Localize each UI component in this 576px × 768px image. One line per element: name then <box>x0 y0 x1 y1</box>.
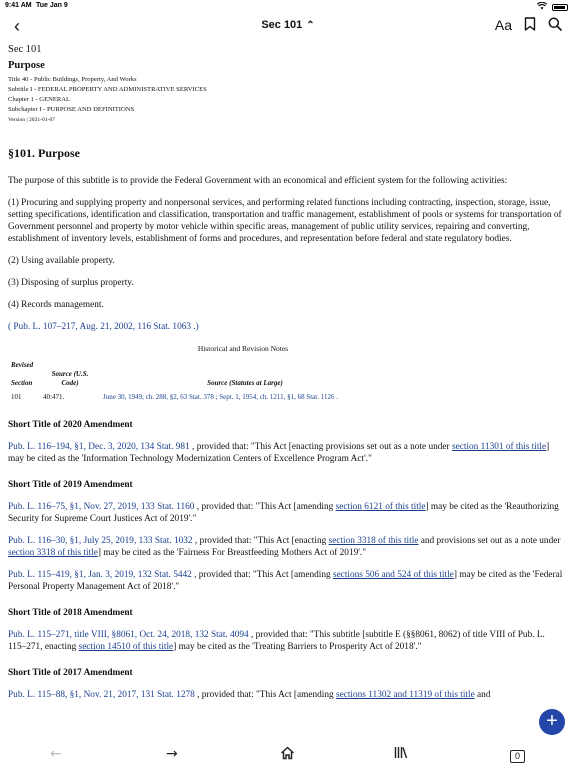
source-link[interactable]: Pub. L. 107–217, Aug. 21, 2002, 116 Stat. 1063 <box>13 322 192 332</box>
heading-2019: Short Title of 2019 Amendment <box>8 480 133 490</box>
tabs-count: 0 <box>510 750 525 763</box>
cell-code: 40:471. <box>43 393 65 401</box>
cell-stat <box>100 390 390 405</box>
meta-chapter: Chapter 1 - GENERAL <box>8 96 71 103</box>
meta-title: Title 40 - Public Buildings, Property, And Works <box>8 76 137 83</box>
text-size-icon[interactable]: Aa <box>494 17 512 33</box>
add-button[interactable]: + <box>539 709 565 735</box>
pub-link-2017[interactable]: Pub. L. 115–88, §1, Nov. 21, 2017, 131 Stat. 1278 <box>8 690 195 700</box>
status-bar <box>0 0 576 12</box>
cell-section: 101 <box>11 393 22 401</box>
text: , provided that: "This Act [amending <box>194 502 336 512</box>
text: , provided that: "This Act [amending <box>194 690 336 700</box>
table-row <box>8 390 390 405</box>
battery-icon <box>552 4 568 11</box>
item-2: (2) Using available property. <box>8 256 115 266</box>
text: and provisions set out as a note under <box>418 536 561 546</box>
text: ] may be cited as the 'Fairness For Breastfeeding Mothers Act of 2019'." <box>97 548 367 558</box>
intro-paragraph: The purpose of this subtitle is to provide the Federal Government with an economical and efficient system for the following activities: <box>8 176 508 186</box>
amendment-2019-b <box>8 535 564 559</box>
bottom-toolbar <box>0 742 576 768</box>
amendment-2019-c <box>8 569 564 593</box>
amendment-2019-a <box>8 501 564 525</box>
historical-notes-title: Historical and Revision Notes <box>197 344 289 353</box>
meta-subchapter: Subchapter I - PURPOSE AND DEFINITIONS <box>8 106 135 113</box>
stat-end: . <box>334 393 338 401</box>
pub-link-2019-a[interactable]: Pub. L. 116–75, §1, Nov. 27, 2019, 133 Stat. 1160 <box>8 502 195 512</box>
heading-2018: Short Title of 2018 Amendment <box>8 608 133 618</box>
section-ref-link[interactable]: section 6121 of this title <box>335 502 426 512</box>
section-heading: §101. Purpose <box>8 146 80 160</box>
section-ref-link[interactable]: section 11301 of this title <box>451 442 547 452</box>
source-open: ( <box>8 322 14 332</box>
document-content <box>8 44 564 701</box>
meta-version: Version | 2021-01-07 <box>8 117 56 123</box>
pub-link-2020[interactable]: Pub. L. 116–194, §1, Dec. 3, 2020, 134 Stat. 981 <box>8 442 190 452</box>
historical-notes-table <box>8 359 390 405</box>
section-ref-link[interactable]: sections 506 and 524 of this title <box>332 570 454 580</box>
item-1: (1) Procuring and supplying property and nonpersonal services, and performing related functions including contracting, inspection, storage, issue, setting specifications, identification and classification, transportation and traffic management, establishment of pools or systems for transportation of Government personnel and property by motor vehicle within specific areas, management of public utility services, repairing and converting, establishment of inventory levels, establishment of forms and procedures, and representation before federal and state regulatory bodies. <box>8 198 562 244</box>
pub-link-2019-c[interactable]: Pub. L. 115–419, §1, Jan. 3, 2019, 132 Stat. 5442 <box>8 570 192 580</box>
text: , provided that: "This subtitle [subtitle E (§§8061, 8062) of title VIII of Pub. L. 115–271, enacting <box>8 630 545 652</box>
tabs-button[interactable] <box>510 747 525 763</box>
nav-title[interactable] <box>0 19 576 31</box>
back-chevron-icon[interactable]: ‹ <box>14 16 20 36</box>
status-time: 9:41 AM <box>5 2 32 9</box>
bookmark-icon[interactable] <box>524 17 536 34</box>
status-indicators <box>537 2 568 12</box>
wifi-icon <box>537 2 547 12</box>
text: ] may be cited as the 'Reauthorizing Security for Supreme Court Justices Act of 2019'." <box>8 502 559 524</box>
heading-2020: Short Title of 2020 Amendment <box>8 420 133 430</box>
section-ref-link[interactable]: section 14510 of this title <box>78 642 174 652</box>
stat-link-1954[interactable]: Sept. 1, 1954, ch. 1211, §1, 68 Stat. 1126 <box>219 393 335 401</box>
text: ] may be cited as the 'Treating Barriers to Prosperity Act of 2018'." <box>173 642 422 652</box>
home-icon[interactable] <box>280 746 295 764</box>
section-ref-link[interactable]: section 3318 of this title <box>8 548 98 558</box>
hierarchy-metadata <box>8 75 564 125</box>
header-revised: Revised <box>11 361 34 369</box>
text: ] may be cited as the 'Information Technology Modernization Centers of Excellence Program Act'." <box>8 442 550 464</box>
status-date: Tue Jan 9 <box>36 2 68 9</box>
header-source-stat: Source (Statutes at Large) <box>207 379 283 387</box>
pub-link-2018[interactable]: Pub. L. 115–271, title VIII, §8061, Oct. 24, 2018, 132 Stat. 4094 <box>8 630 249 640</box>
heading-2017: Short Title of 2017 Amendment <box>8 668 133 678</box>
text: ] may be cited as the 'Federal Personal Property Management Act of 2018'." <box>8 570 563 592</box>
document-heading: Purpose <box>8 60 45 71</box>
source-credit <box>8 321 564 333</box>
stat-link-1949[interactable]: June 30, 1949, ch. 288, §2, 63 Stat. 378 <box>103 393 214 401</box>
amendment-2020 <box>8 441 564 465</box>
section-ref-link[interactable]: sections 11302 and 11319 of this title <box>335 690 475 700</box>
text: , provided that: "This Act [amending <box>191 570 333 580</box>
stat-sep: ; <box>213 393 220 401</box>
header-section: Section <box>11 379 33 387</box>
library-icon[interactable] <box>394 746 408 763</box>
section-label: Sec 101 <box>8 44 42 55</box>
header-source-code: Source (U.S. Code) <box>51 370 89 387</box>
search-icon[interactable] <box>548 17 562 34</box>
amendment-2017 <box>8 689 564 701</box>
forward-arrow-icon[interactable]: → <box>166 746 178 762</box>
text: , provided that: "This Act [enacting <box>192 536 329 546</box>
meta-subtitle: Subtitle I - FEDERAL PROPERTY AND ADMINISTRATIVE SERVICES <box>8 86 207 93</box>
nav-actions <box>495 17 562 34</box>
item-4: (4) Records management. <box>8 300 104 310</box>
chevron-up-icon: ⌃ <box>306 20 315 31</box>
back-arrow-icon[interactable]: ← <box>50 746 62 762</box>
text: , provided that: "This Act [enacting provisions set out as a note under <box>189 442 452 452</box>
item-3: (3) Disposing of surplus property. <box>8 278 134 288</box>
text: and <box>474 690 491 700</box>
pub-link-2019-b[interactable]: Pub. L. 116–30, §1, July 25, 2019, 133 Stat. 1032 <box>8 536 193 546</box>
source-close: .) <box>191 322 199 332</box>
nav-bar <box>0 12 576 42</box>
amendment-2018 <box>8 629 564 653</box>
header-revised-section <box>8 359 40 390</box>
section-ref-link[interactable]: section 3318 of this title <box>328 536 419 546</box>
nav-title-label: Sec 101 <box>261 19 303 31</box>
